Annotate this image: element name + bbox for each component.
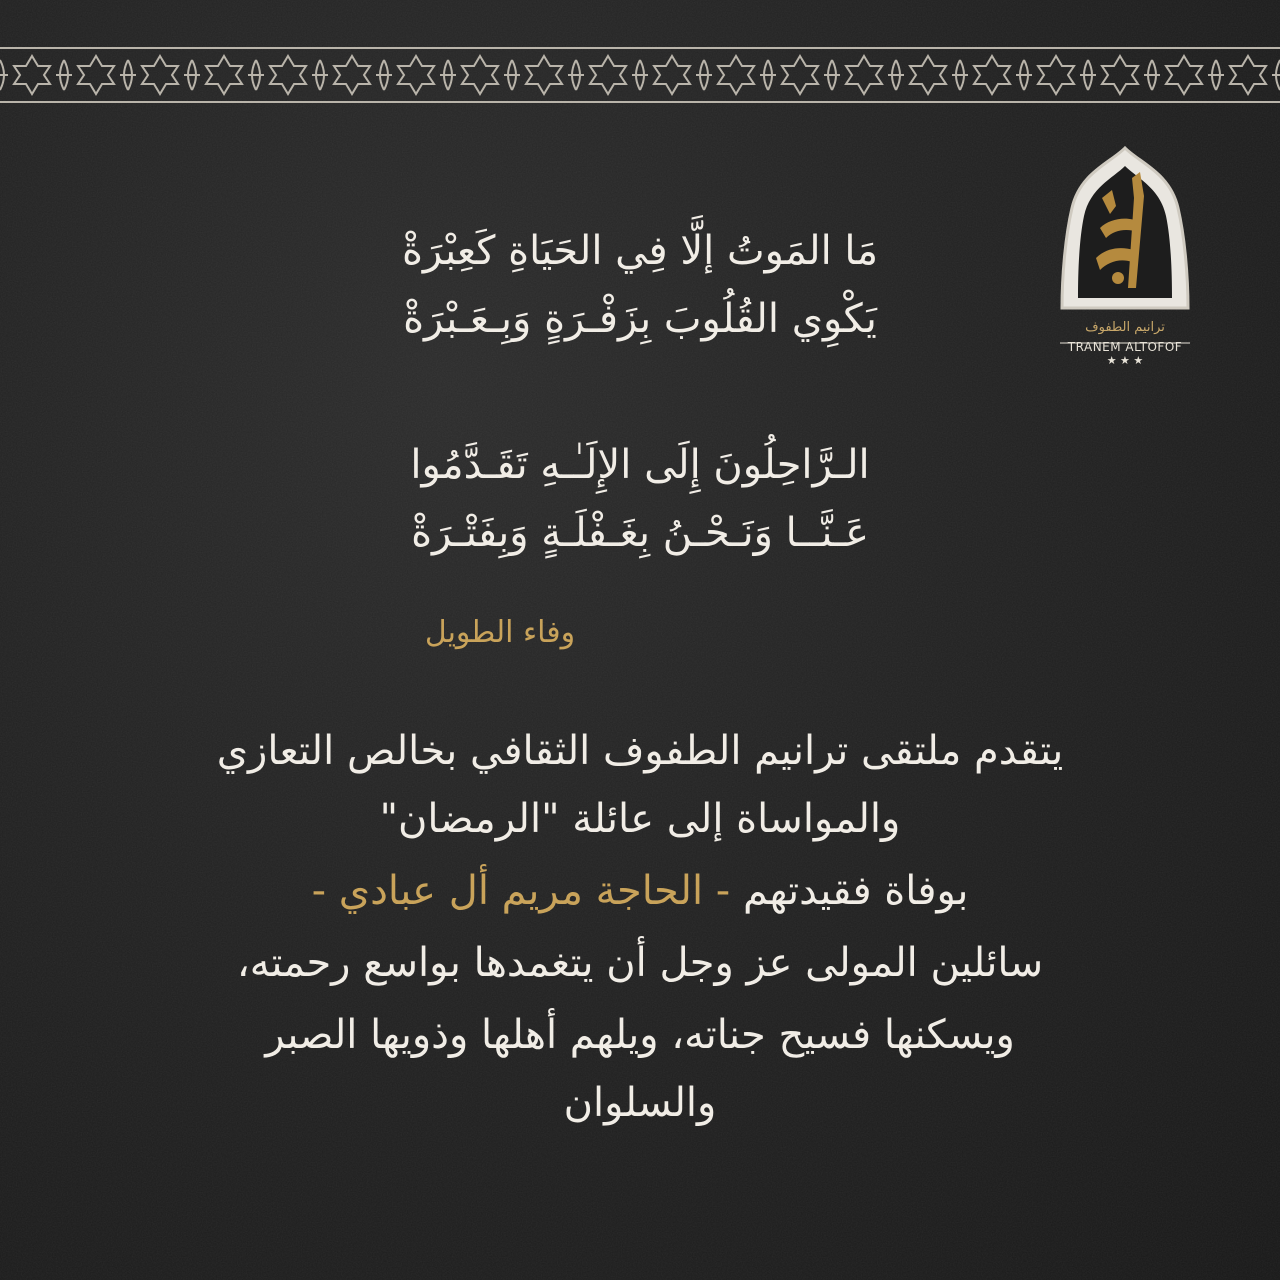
poet-name: وفاء الطويل [424,615,576,650]
message-line-3-prefix: بوفاة فقيدتهم [742,868,969,914]
message-line-4: سائلين المولى عز وجل أن يتغمدها بواسع رحمته، [236,940,1044,986]
verse-stanza2-line1: الـرَّاحِلُونَ إِلَى الإِلَـٰـهِ تَقَـدَّمُوا [410,442,870,488]
logo-english-caption: TRANEM ALTOFOF [1067,340,1183,354]
message-line-2: والمواساة إلى عائلة "الرمضان" [379,796,901,842]
verse-stanza1-line2: يَكْوِي القُلُوبَ بِزَفْـرَةٍ وَبِـعَـبْرَةْ [403,296,877,342]
verse-stanza2-line2: عَـنَّــا وَنَـحْـنُ بِغَـفْلَـةٍ وَبِفَتْـرَةْ [411,510,869,556]
deceased-name: - الحاجة مريم أل عبادي - [311,868,731,914]
verse-stanza1-line1: مَا المَوتُ إلَّا فِي الحَيَاةِ كَعِبْرَةْ [401,228,879,274]
ornamental-border [0,42,1280,108]
logo-stars: ★ ★ ★ [1106,354,1144,367]
message-line-6: والسلوان [563,1080,717,1126]
message-line-3 [90,868,1190,914]
message-line-5: ويسكنها فسيح جناته، ويلهم أهلها وذويها الصبر [265,1012,1015,1058]
logo-arabic-caption: ترانيم الطفوف [1085,320,1165,335]
message-line-1: يتقدم ملتقى ترانيم الطفوف الثقافي بخالص التعازي [216,728,1064,774]
